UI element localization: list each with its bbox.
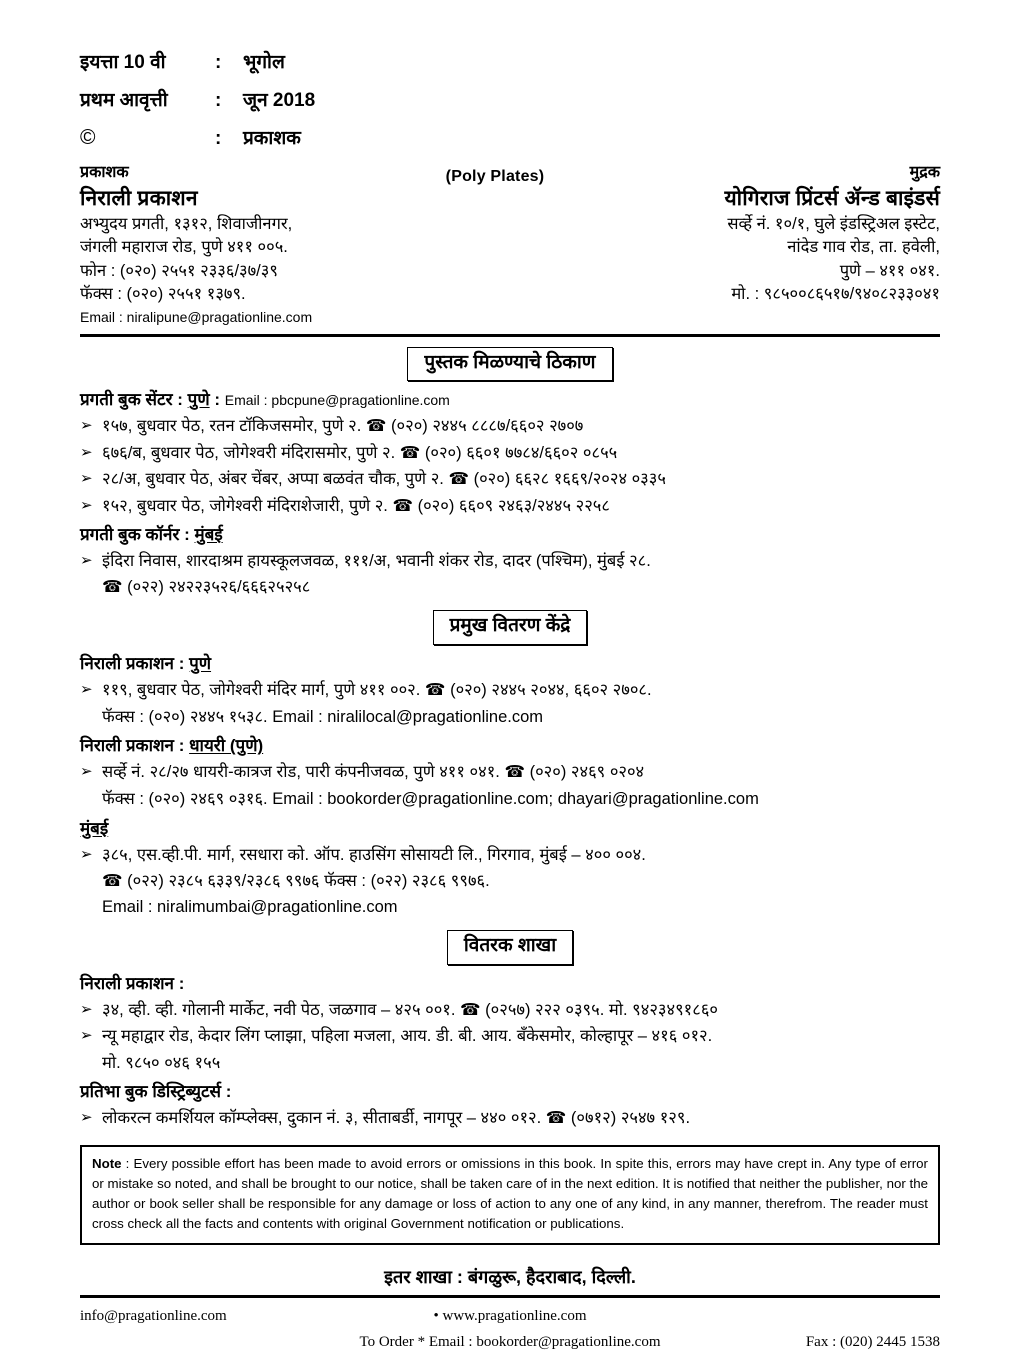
meta-value-copyright: प्रकाशक bbox=[243, 128, 301, 149]
section-3-heading: वितरक शाखा bbox=[447, 930, 573, 965]
arrow-bullet-icon: ➢ bbox=[80, 417, 93, 435]
list-item bbox=[80, 442, 940, 465]
section-1-heading-wrap bbox=[80, 347, 940, 382]
group-title-city: मुंबई bbox=[80, 818, 109, 838]
address-text: इंदिरा निवास, शारदाश्रम हायस्कूलजवळ, १११/अ, भवानी शंकर रोड, दादर (पश्चिम), मुंबई २८. bbox=[102, 552, 651, 571]
group-title-text: निराली प्रकाशन : bbox=[80, 654, 190, 674]
note-box bbox=[80, 1145, 940, 1245]
footer-order-email: To Order * Email : bookorder@pragationline.com bbox=[359, 1333, 661, 1350]
arrow-bullet-icon: ➢ bbox=[80, 496, 93, 514]
list-item bbox=[80, 550, 940, 573]
meta-row-edition bbox=[80, 86, 940, 112]
arrow-bullet-icon: ➢ bbox=[80, 1027, 93, 1045]
group-title-pratibha-distributors: प्रतिभा बुक डिस्ट्रिब्युटर्स : bbox=[80, 1082, 232, 1102]
meta-colon-edition: : bbox=[215, 90, 222, 111]
arrow-bullet-icon: ➢ bbox=[80, 470, 93, 488]
address-text: १५२, बुधवार पेठ, जोगेश्वरी मंदिराशेजारी, पुणे २. ☎ (०२०) ६६०९ २४६३/२४४५ २२५८ bbox=[102, 496, 610, 515]
section-2-heading-wrap bbox=[80, 610, 940, 645]
group-title-nirali-dhayari bbox=[80, 735, 940, 758]
book-meta-block bbox=[80, 48, 940, 150]
address-text: ६७६/ब, बुधवार पेठ, जोगेश्वरी मंदिरासमोर, पुणे २. ☎ (०२०) ६६०१ ७७८४/६६०२ ०८५५ bbox=[102, 443, 618, 462]
group-title-city: पुणे bbox=[187, 390, 210, 410]
address-list-pragati-mumbai bbox=[80, 550, 940, 573]
group-title-nirali-pune bbox=[80, 653, 940, 676]
arrow-bullet-icon: ➢ bbox=[80, 1000, 93, 1018]
address-list-nirali-dhayari bbox=[80, 761, 940, 784]
meta-colon-copyright: : bbox=[215, 128, 222, 149]
section-3-heading-wrap bbox=[80, 930, 940, 965]
list-item bbox=[80, 1107, 940, 1130]
publisher-phone: फोन : (०२०) २५५१ २३३६/३७/३९ bbox=[80, 261, 278, 280]
group-title-pragati-book-corner bbox=[80, 524, 940, 547]
publisher-printer-row bbox=[80, 162, 940, 328]
address-sub-line-fax-email: फॅक्स : (०२०) २४४५ १५३८. Email : niralilocal@pragationline.com bbox=[102, 707, 544, 726]
group-title-text: प्रगती बुक कॉर्नर : bbox=[80, 525, 195, 545]
arrow-bullet-icon: ➢ bbox=[80, 1109, 93, 1127]
list-item bbox=[80, 468, 940, 491]
footer-website: • www.pragationline.com bbox=[433, 1307, 587, 1324]
address-text: सर्व्हे नं. २८/२७ धायरी-कात्रज रोड, पारी कंपनीजवळ, पुणे ४११ ०४१. ☎ (०२०) २४६९ ०२०४ bbox=[102, 763, 645, 782]
group-title-text: प्रगती बुक सेंटर : bbox=[80, 390, 188, 410]
printer-mobile: मो. : ९८५००८६५१७/९४०८२३३०४१ bbox=[731, 285, 940, 304]
section-1-body bbox=[80, 389, 940, 600]
list-item bbox=[80, 761, 940, 784]
group-title-tail: : bbox=[209, 390, 225, 410]
meta-label-class: इयत्ता 10 वी bbox=[80, 52, 166, 73]
address-sub-line-fax-email: फॅक्स : (०२०) २४६९ ०३१६. Email : bookorder@pragationline.com; dhayari@pragationline.com bbox=[102, 789, 759, 808]
meta-value-edition: जून 2018 bbox=[243, 90, 316, 111]
publisher-name: निराली प्रकाशन bbox=[80, 186, 198, 210]
address-sub-line-phone-fax: ☎ (०२२) २३८५ ६३३९/२३८६ ९९७६ फॅक्स : (०२२) २३८६ ९९७६. bbox=[102, 872, 490, 891]
publisher-block bbox=[80, 162, 410, 328]
group-title-email: Email : pbcpune@pragationline.com bbox=[224, 392, 450, 409]
section-3-body bbox=[80, 973, 940, 1131]
arrow-bullet-icon: ➢ bbox=[80, 763, 93, 781]
publisher-role-label: प्रकाशक bbox=[80, 164, 129, 181]
divider-under-publisher bbox=[80, 334, 940, 337]
address-list-nirali-pune bbox=[80, 679, 940, 702]
address-list-pratibha bbox=[80, 1107, 940, 1130]
address-sub-line-mobile: मो. ९८५० ०४६ १५५ bbox=[102, 1053, 221, 1072]
publisher-address-line-2: जंगली महाराज रोड, पुणे ४११ ००५. bbox=[80, 238, 288, 257]
meta-colon-class: : bbox=[215, 52, 222, 73]
other-branches-line: इतर शाखा : बंगळुरू, हैदराबाद, दिल्ली. bbox=[384, 1266, 636, 1287]
address-list-distributor-nirali bbox=[80, 999, 940, 1049]
address-text: ३८५, एस.व्ही.पी. मार्ग, रसधारा को. ऑप. हाउसिंग सोसायटी लि., गिरगाव, मुंबई – ४०० ००४. bbox=[102, 845, 646, 864]
publisher-fax: फॅक्स : (०२०) २५५१ १३७९. bbox=[80, 285, 246, 304]
group-title-city: मुंबई bbox=[194, 525, 223, 545]
list-item bbox=[80, 415, 940, 438]
footer-info-email: info@pragationline.com bbox=[80, 1307, 227, 1324]
group-title-city: धायरी (पुणे) bbox=[189, 736, 264, 756]
arrow-bullet-icon: ➢ bbox=[80, 681, 93, 699]
list-item bbox=[80, 679, 940, 702]
copyright-icon: © bbox=[80, 126, 96, 149]
address-sub-line-phone: ☎ (०२२) २४२२३५२६/६६६२५२५८ bbox=[102, 578, 311, 597]
address-text: ११९, बुधवार पेठ, जोगेश्वरी मंदिर मार्ग, पुणे ४११ ००२. ☎ (०२०) २४४५ २०४४, ६६०२ २७०८. bbox=[102, 681, 652, 700]
arrow-bullet-icon: ➢ bbox=[80, 552, 93, 570]
meta-value-class: भूगोल bbox=[243, 52, 285, 73]
section-1-heading: पुस्तक मिळण्याचे ठिकाण bbox=[407, 347, 612, 382]
arrow-bullet-icon: ➢ bbox=[80, 443, 93, 461]
printer-address-line-1: सर्व्हे नं. १०/१, घुले इंडस्ट्रिअल इस्टेट, bbox=[727, 214, 940, 233]
footer-fax: Fax : (020) 2445 1538 bbox=[805, 1333, 940, 1350]
list-item bbox=[80, 495, 940, 518]
poly-plates-label: (Poly Plates) bbox=[445, 168, 545, 185]
group-title-text: निराली प्रकाशन : bbox=[80, 736, 190, 756]
group-title-nirali-distributor: निराली प्रकाशन : bbox=[80, 973, 185, 993]
address-text: ३४, व्ही. व्ही. गोलानी मार्केट, नवी पेठ, जळगाव – ४२५ ००१. ☎ (०२५७) २२२ ०३९५. मो. ९४२३४९१८६० bbox=[102, 1000, 718, 1019]
publisher-email: Email : niralipune@pragationline.com bbox=[80, 308, 313, 325]
address-text: न्यू महाद्वार रोड, केदार लिंग प्लाझा, पहिला मजला, आय. डी. बी. आय. बँकेसमोर, कोल्हापूर – ४१६ ०१२. bbox=[102, 1027, 713, 1046]
printer-name: योगिराज प्रिंटर्स ॲन्ड बाइंडर्स bbox=[724, 186, 940, 210]
list-item bbox=[80, 999, 940, 1022]
arrow-bullet-icon: ➢ bbox=[80, 845, 93, 863]
address-text: २८/अ, बुधवार पेठ, अंबर चेंबर, अप्पा बळवंत चौक, पुणे २. ☎ (०२०) ६६२८ १६६९/२०२४ ०३३५ bbox=[102, 470, 666, 489]
note-text: Every possible effort has been made to avoid errors or omissions in this book. In spite this, errors may have crept in. Any type of error or mistake so noted, and shall be brought to our notice, shall be taken care of in the next edition. It is notified that neither the publisher, nor the author or book seller shall be responsible for any damage or loss of action to any one of any kind, in any manner, therefrom. The reader must cross check all the facts and contents with original Government notification or publications. bbox=[92, 1155, 928, 1232]
printer-address-line-2: नांदेड गाव रोड, ता. हवेली, bbox=[787, 238, 940, 257]
address-sub-line-email: Email : niralimumbai@pragationline.com bbox=[102, 898, 398, 917]
page-footer bbox=[80, 1304, 940, 1368]
list-item bbox=[80, 844, 940, 867]
printer-role-label: मुद्रक bbox=[909, 164, 940, 181]
section-2-heading: प्रमुख वितरण केंद्रे bbox=[433, 610, 588, 645]
publisher-address-line-1: अभ्युदय प्रगती, १३१२, शिवाजीनगर, bbox=[80, 214, 293, 233]
meta-label-edition: प्रथम आवृत्ती bbox=[80, 90, 168, 111]
note-label: Note bbox=[92, 1155, 122, 1171]
address-list-pragati-pune bbox=[80, 415, 940, 518]
printer-address-line-3: पुणे – ४११ ०४१. bbox=[839, 261, 940, 280]
divider-above-footer bbox=[80, 1295, 940, 1298]
list-item bbox=[80, 1025, 940, 1048]
group-title-nirali-mumbai bbox=[80, 818, 940, 841]
address-text: लोकरत्न कमर्शियल कॉम्प्लेक्स, दुकान नं. ३, सीताबर्डी, नागपूर – ४४० ०१२. ☎ (०७१२) २५४७ १२९. bbox=[102, 1109, 691, 1128]
note-separator: : bbox=[121, 1155, 134, 1171]
group-title-pragati-book-centre bbox=[80, 389, 940, 412]
group-title-city: पुणे bbox=[189, 654, 212, 674]
section-2-body bbox=[80, 653, 940, 920]
meta-row-class bbox=[80, 48, 940, 74]
printer-block bbox=[580, 162, 940, 307]
address-text: १५७, बुधवार पेठ, रतन टॉकिजसमोर, पुणे २. ☎ (०२०) २४४५ ८८८७/६६०२ २७०७ bbox=[102, 417, 584, 436]
meta-row-copyright bbox=[80, 124, 940, 150]
address-list-nirali-mumbai bbox=[80, 844, 940, 867]
